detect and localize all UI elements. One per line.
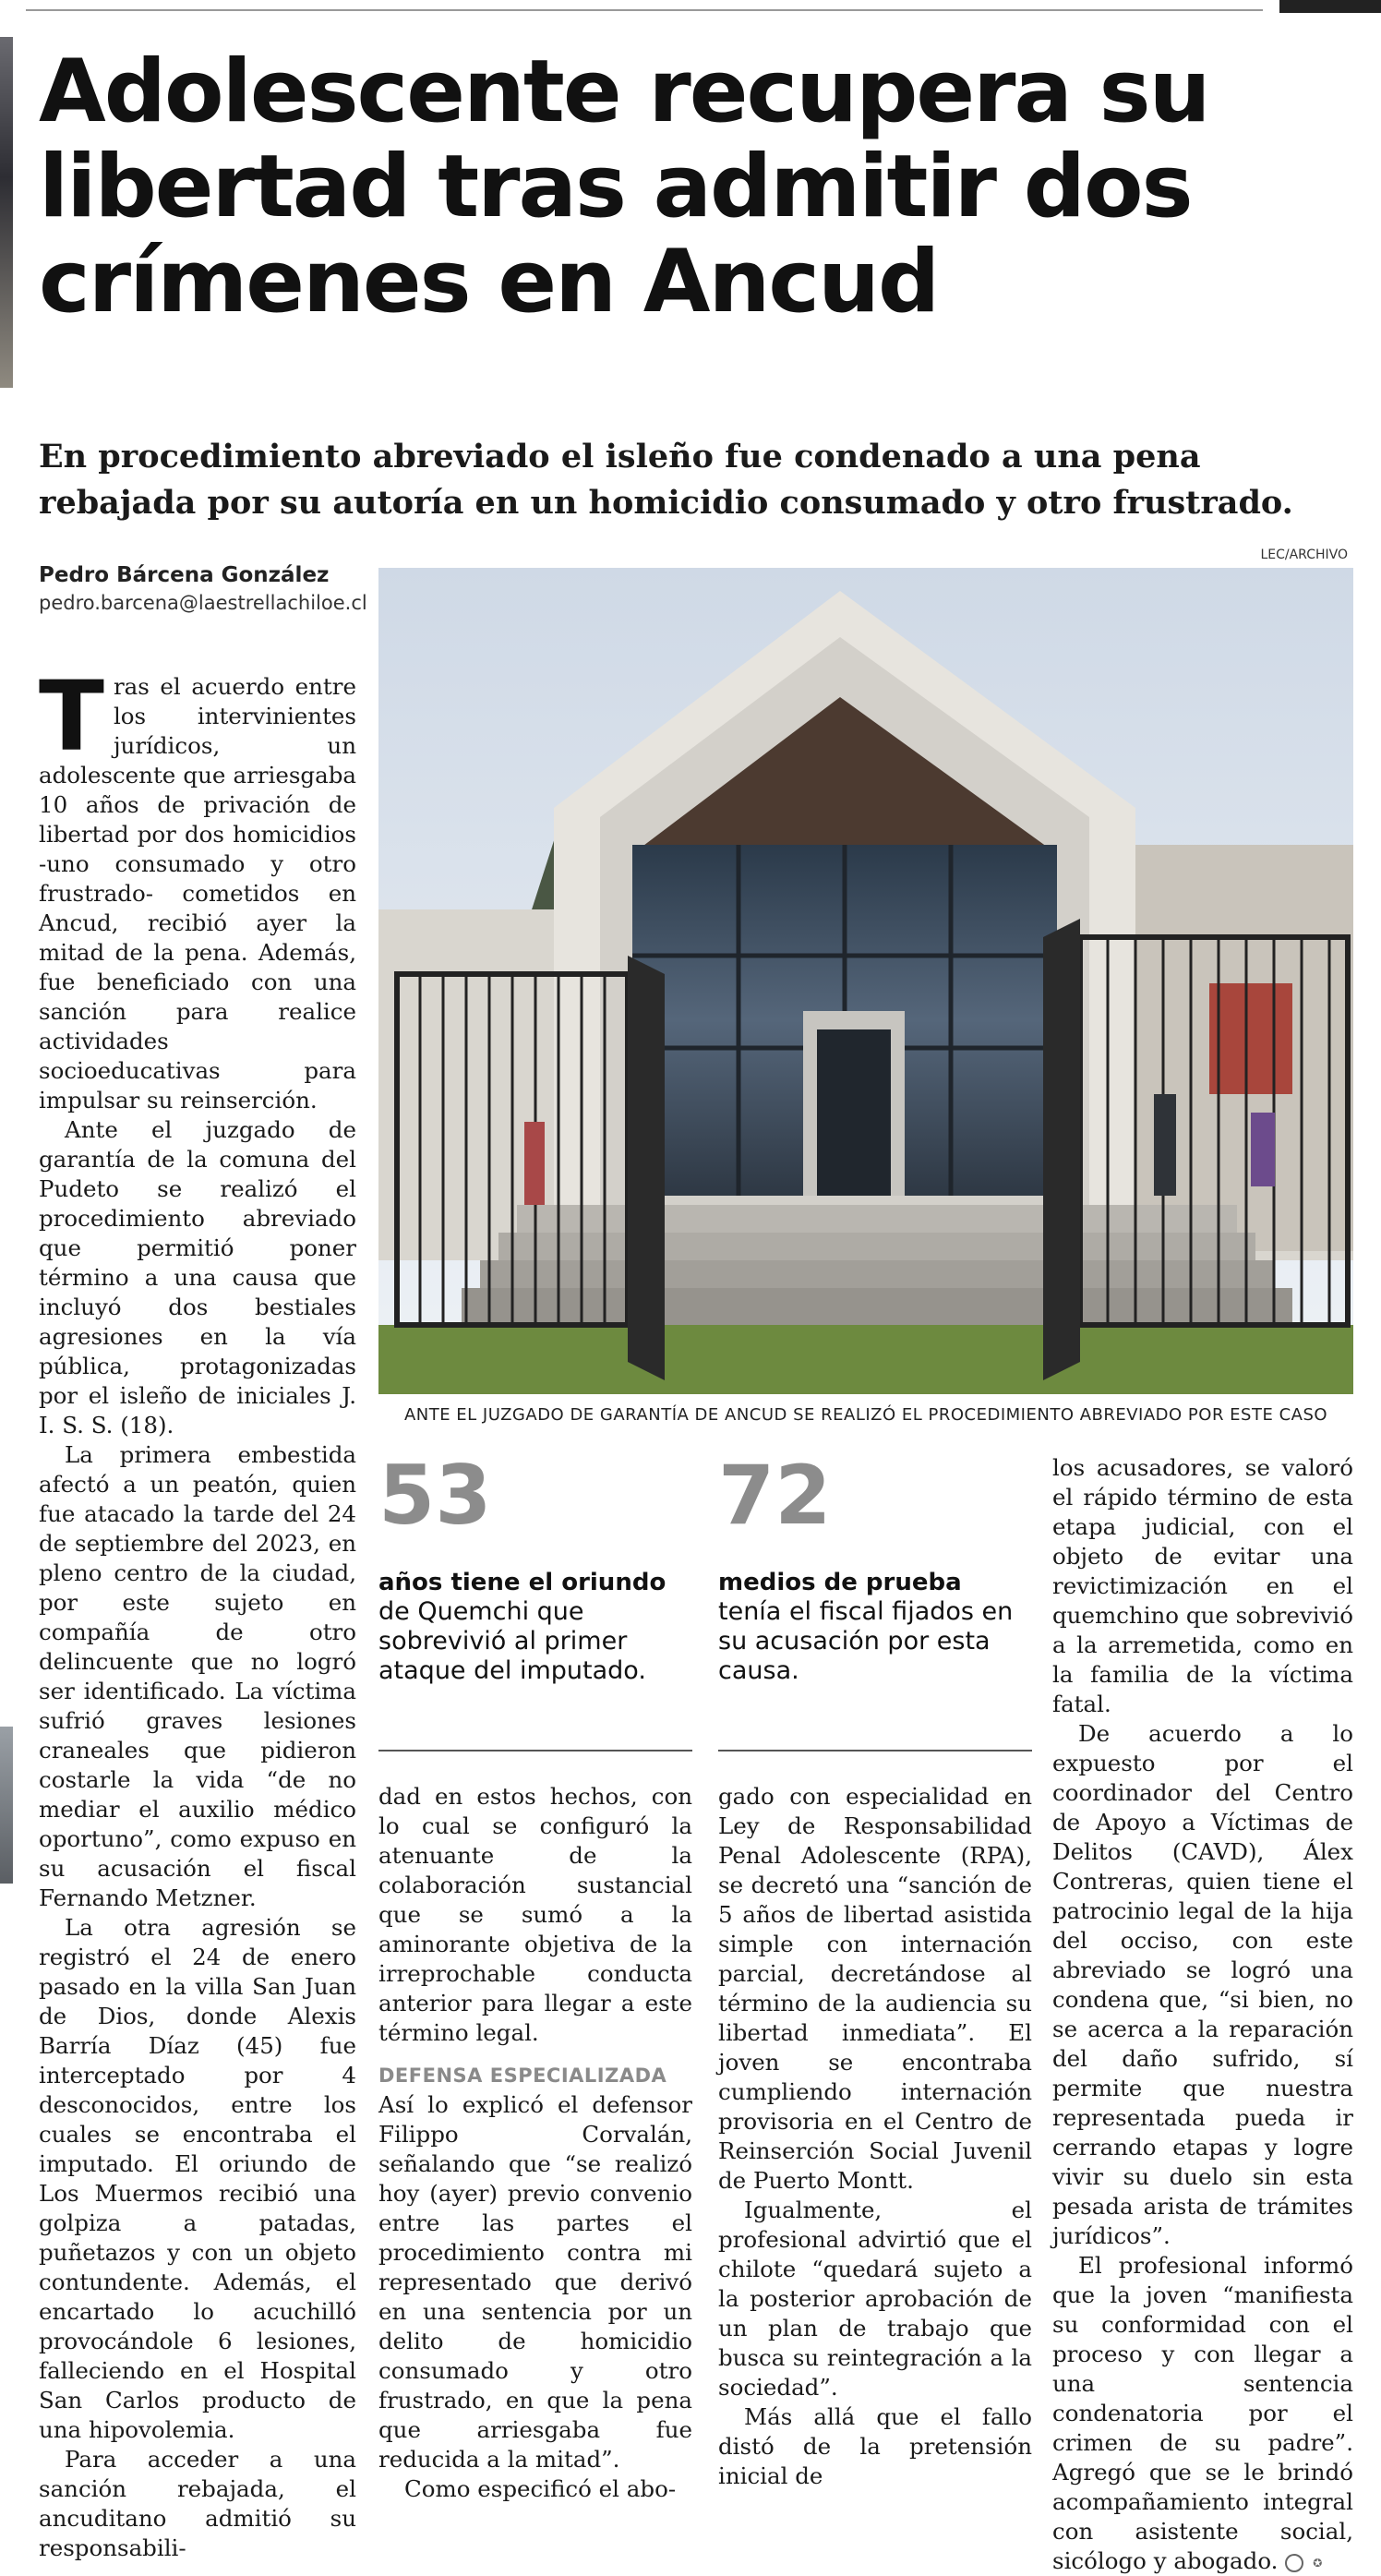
paragraph: Más allá que el fallo distó de la pretensión inicial de <box>718 2403 1032 2489</box>
article-photo <box>378 568 1353 1394</box>
headline: Adolescente recupera su libertad tras admitir dos crímenes en Ancud <box>39 42 1209 332</box>
paragraph: Ante el juzgado de garantía de la comuna del Pudeto se realizó el procedimiento abreviado que permitió poner término a una causa que incluyó dos bestiales agresiones en la vía pública, protagonizadas por el isleño de iniciales J. I. S. S. (18). <box>39 1116 356 1438</box>
author-name: Pedro Bárcena González <box>39 563 330 587</box>
paragraph: De acuerdo a lo expuesto por el coordinador del Centro de Apoyo a Víctimas de Delitos (CAVD), Álex Contreras, quien tiene el patrocinio legal de la hija del occiso, con este abreviado se logró una condena que, “si bien, no se acerca a la reparación del daño sufrido, sí permite que nuestra representada pueda ir cerrando etapas y logre vivir su duelo sin esta pesada arista de trámites jurídicos”. <box>1052 1720 1353 2249</box>
stat-box-2 <box>718 1448 1032 1686</box>
paragraph: La primera embestida afectó a un peatón, quien fue atacado la tarde del 24 de septiembre del 2023, en pleno centro de la ciudad, por este sujeto en compañía de otro delincuente que no logró ser identificado. La víctima sufrió graves lesiones craneales que pidieron costarle la vida “de no mediar el auxilio médico oportuno”, como expuso en su acusación el fiscal Fernando Metzner. <box>39 1441 356 1911</box>
paragraph: Así lo explicó el defensor Filippo Corvalán, señalando que “se realizó hoy (ayer) previo convenio entre las partes el procedimiento contra mi representado que derivó en una sentencia por un delito de homicidio consumado y otro frustrado, en que la pena que arriesgaba fue reducida a la mitad”. <box>378 2091 692 2473</box>
top-corner-block <box>1279 0 1381 13</box>
stat-box-1 <box>378 1448 692 1686</box>
photo-caption: ANTE EL JUZGADO DE GARANTÍA DE ANCUD SE REALIZÓ EL PROCEDIMIENTO ABREVIADO POR ESTE CASO <box>403 1405 1328 1425</box>
stat-rule-1 <box>378 1750 692 1751</box>
stat-rule-2 <box>718 1750 1032 1751</box>
adjacent-page-strip <box>0 28 13 2502</box>
stat-number: 53 <box>378 1448 492 1543</box>
body-column-3 <box>718 1782 1032 2491</box>
top-rule <box>26 9 1263 11</box>
body-column-4 <box>1052 1453 1353 2576</box>
author-email[interactable]: pedro.barcena@laestrellachiloe.cl <box>39 592 367 614</box>
stat-lead: años tiene el oriundo <box>378 1569 666 1596</box>
stat-text: tenía el fiscal fijados en su acusación por esta causa. <box>718 1597 1014 1685</box>
paragraph <box>39 660 356 1115</box>
paragraph: Como especificó el abo- <box>404 2475 677 2502</box>
paragraph-text: ras el acuerdo entre los intervinientes jurídicos, un adolescente que arriesgaba 10 años de privación de libertad por dos homicidios -uno consumado y otro frustrado- cometidos en Ancud, recibió ayer la mitad de la pena. Además, fue beneficiado con una sanción para realice actividades socioeducativas para impulsar su reinserción. <box>39 673 356 1113</box>
photo-credit: LEC/ARCHIVO <box>1260 548 1348 562</box>
courthouse-illustration <box>378 568 1353 1394</box>
adjacent-photo-fragment <box>0 37 13 388</box>
stat-number: 72 <box>718 1448 832 1543</box>
section-subhead: DEFENSA ESPECIALIZADA <box>378 2064 667 2087</box>
paragraph: La otra agresión se registró el 24 de enero pasado en la villa San Juan de Dios, donde Alexis Barría Díaz (45) fue interceptado por 4 desconocidos, entre los cuales se encontraba el imputado. El oriundo de Los Muermos recibió una golpiza a patadas, puñetazos y con un objeto contundente. Además, el encartado lo acuchilló provocándole 6 lesiones, falleciendo en el Hospital San Carlos producto de una hipovolemia. <box>39 1914 356 2443</box>
end-mark-icon: ✪ <box>1285 2554 1303 2572</box>
paragraph-text: El profesional informó que la joven “manifiesta su conformidad con el proceso y con llegar a una sentencia condenatoria por el crimen de su padre”. Agregó que se le brindó acompañamiento integral con asistente social, sicólogo y abogado. <box>1052 2252 1353 2574</box>
paragraph: Igualmente, el profesional advirtió que el chilote “quedará sujeto a la posterior aprobación de un plan de trabajo que busca su reintegración a la sociedad”. <box>718 2197 1032 2401</box>
paragraph: los acusadores, se valoró el rápido término de esta etapa judicial, con el objeto de evitar una revictimización en el quemchino que sobrevivió a la arremetida, como en la familia de la víctima fatal. <box>1052 1454 1353 1717</box>
subheadline: En procedimiento abreviado el isleño fue condenado a una pena rebajada por su autoría en un homicidio consumado y otro frustrado. <box>39 438 1293 522</box>
stat-lead: medios de prueba <box>718 1569 962 1596</box>
paragraph: dad en estos hechos, con lo cual se configuró la atenuante de la colaboración sustancial que se sumó a la aminorante objetiva de la irreprochable conducta anterior para llegar a este término legal. <box>378 1783 692 2046</box>
adjacent-photo-fragment-2 <box>0 1727 13 1884</box>
dropcap: T <box>39 660 104 773</box>
paragraph <box>1052 2251 1353 2576</box>
paragraph: Para acceder a una sanción rebajada, el ancuditano admitió su responsabili- <box>39 2446 356 2561</box>
stat-text: de Quemchi que sobrevivió al primer ataque del imputado. <box>378 1597 646 1685</box>
paragraph: gado con especialidad en Ley de Responsabilidad Penal Adolescente (RPA), se decretó una “sanción de 5 años de libertad asistida simple con internación parcial, decretándose al término de la audiencia su libertad inmediata”. El joven se encontraba cumpliendo internación provisoria en el Centro de Reinserción Social Juvenil de Puerto Montt. <box>718 1783 1032 2194</box>
body-column-2 <box>378 1782 692 2504</box>
body-column-1 <box>39 660 356 2563</box>
